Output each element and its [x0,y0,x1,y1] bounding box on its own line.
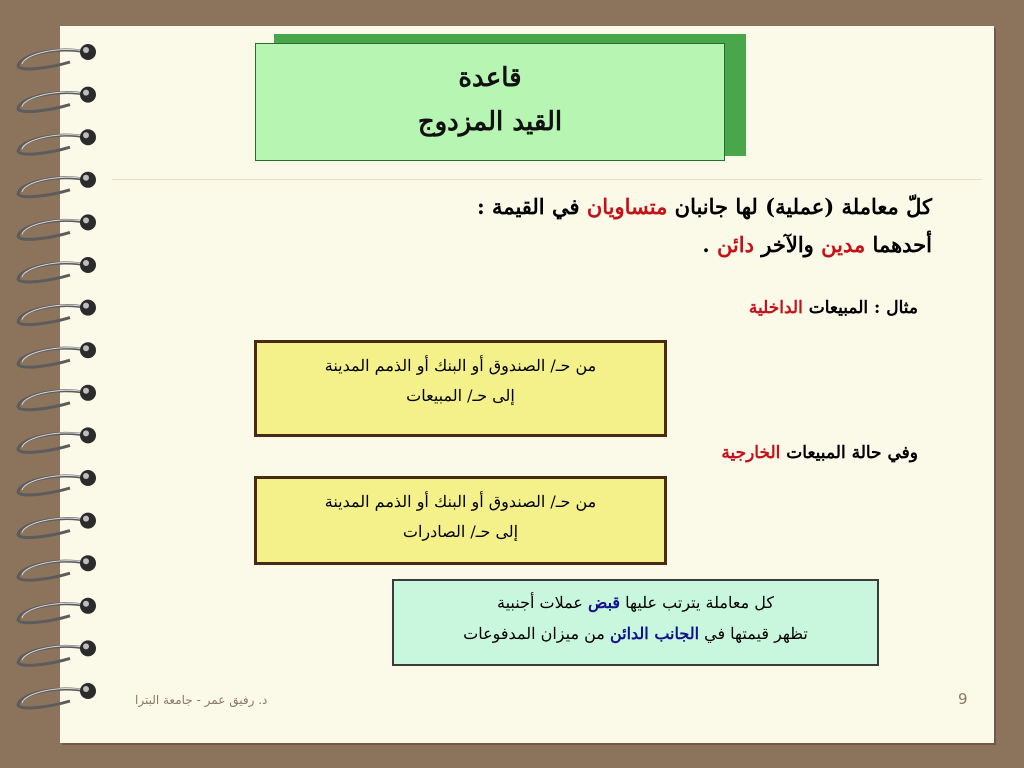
binding-hole-shine [83,686,89,692]
binding-ring [18,50,86,69]
binding-ring [18,519,86,538]
rule-text: كلّ معاملة (عملية) لها جانبان [667,194,932,219]
external-word: الخارجية [721,443,781,463]
binding-hole-shine [83,558,89,564]
binding-ring [18,178,86,197]
binding-hole-shine [83,430,89,436]
rule-text: . [702,232,717,257]
note-text: كل معاملة يترتب عليها [620,593,774,612]
binding-hole-shine [83,303,89,309]
rule-debit-word: مدين [821,232,866,257]
external-label [721,443,918,463]
journal-entry-external [254,476,667,565]
rule-text: في القيمة : [476,194,587,219]
title-line-2: القيد المزدوج [417,107,563,137]
rule-credit-word: دائن [716,232,754,257]
balance-of-payments-note [392,579,879,666]
binding-ring [18,646,86,665]
binding-ring [18,306,86,325]
example-internal-word: الداخلية [748,298,803,318]
entry-credit-line: إلى حـ/ المبيعات [406,386,515,405]
rule-text: أحدهما [865,232,932,257]
binding-ring [18,220,86,239]
footer-author: د. رفيق عمر - جامعة البترا [135,693,268,707]
binding-hole-shine [83,260,89,266]
entry-debit-line: من حـ/ الصندوق أو البنك أو الذمم المدينة [324,356,597,375]
divider [112,179,982,180]
binding-ring [18,391,86,410]
note-credit-side: الجانب الدائن [609,624,700,643]
binding-hole-shine [83,217,89,223]
rule-equal-word: متساويان [586,194,668,219]
binding-ring [18,433,86,452]
binding-hole-shine [83,473,89,479]
binding-hole-shine [83,388,89,394]
binding-ring [18,348,86,367]
journal-entry-internal [254,340,667,437]
note-text: تظهر قيمتها في [699,624,808,643]
rule-text: والآخر [753,232,822,257]
note-text: من ميزان المدفوعات [463,624,610,643]
binding-hole-shine [83,601,89,607]
binding-ring [18,135,86,154]
binding-ring [18,689,86,708]
external-text: وفي حالة المبيعات [780,443,918,463]
binding-ring [18,604,86,623]
title-line-1: قاعدة [458,63,522,93]
binding-hole-shine [83,90,89,96]
binding-ring [18,476,86,495]
binding-hole-shine [83,345,89,351]
binding-hole-shine [83,175,89,181]
example-label [749,298,918,318]
binding-hole-shine [83,132,89,138]
binding-hole-shine [83,47,89,53]
page-number: 9 [958,690,968,708]
note-receipt-word: قبض [588,593,621,612]
rule-statement [232,188,932,264]
binding-hole-shine [83,516,89,522]
entry-debit-line: من حـ/ الصندوق أو البنك أو الذمم المدينة [324,492,597,511]
slide-title [255,43,725,161]
binding-ring [18,263,86,282]
spiral-binding [0,0,110,768]
binding-ring [18,561,86,580]
binding-hole-shine [83,643,89,649]
example-text: مثال : المبيعات [802,298,918,318]
entry-credit-line: إلى حـ/ الصادرات [402,522,519,541]
note-text: عملات أجنبية [497,593,588,612]
binding-ring [18,93,86,112]
